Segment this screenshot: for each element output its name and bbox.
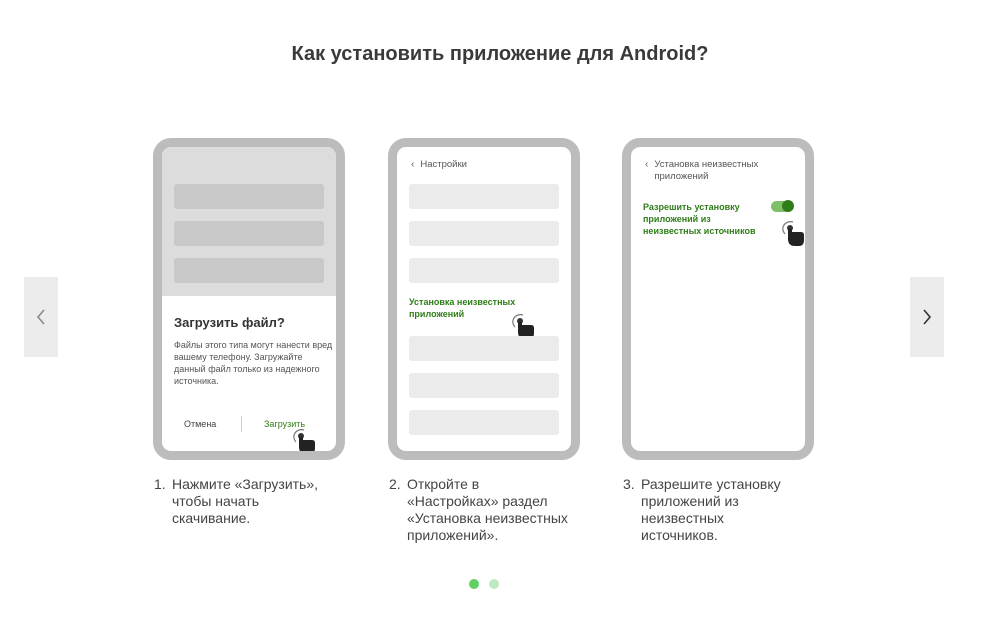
placeholder-bar [174,258,324,283]
chevron-left-icon: ‹ [411,159,415,170]
dialog-divider [241,416,242,432]
dialog-download-button[interactable]: Загрузить [264,419,306,429]
placeholder-bar [409,221,559,246]
tap-hand-icon [290,427,320,457]
carousel-next-button[interactable] [910,277,944,357]
tap-hand-icon [779,219,809,249]
pagination-dot-1[interactable] [469,579,479,589]
step-number: 2. [389,476,401,492]
step-text: Разрешите установку приложений из неизвестных источников. [641,476,781,543]
placeholder-bar [174,184,324,209]
allow-unknown-sources-toggle[interactable] [771,201,793,212]
chevron-left-icon [35,307,47,327]
placeholder-bar [409,373,559,398]
carousel-prev-button[interactable] [24,277,58,357]
unknown-apps-back-row[interactable] [645,159,779,183]
chevron-left-icon: ‹ [645,159,649,170]
page-title: Как установить приложение для Android? [291,43,709,65]
allow-unknown-sources-label: Разрешить установку приложений из неизвестных источников [643,202,756,236]
step-text: Откройте в «Настройках» раздел «Установка неизвестных приложений». [407,476,568,543]
dimmed-background [162,147,336,296]
step-3 [623,476,801,544]
phone-mockup-download [153,138,345,460]
step-1 [154,476,337,527]
placeholder-bar [409,184,559,209]
dialog-text: Файлы этого типа могут нанести вред вашему телефону. Загружайте данный файл только из надежного источника. [174,340,333,386]
step-text: Нажмите «Загрузить», чтобы начать скачивание. [172,476,319,526]
placeholder-bar [409,258,559,283]
settings-title: Настройки [420,159,467,170]
phone-mockup-unknown-sources [622,138,814,460]
dialog-title: Загрузить файл? [174,315,285,330]
unknown-apps-menu-item[interactable]: Установка неизвестных приложений [409,297,516,319]
dialog-cancel-button[interactable]: Отмена [184,419,217,429]
unknown-apps-title: Установка неизвестных приложений [654,159,759,182]
phone-mockup-settings [388,138,580,460]
step-2 [389,476,572,544]
settings-back-row[interactable] [411,159,467,171]
placeholder-bar [174,221,324,246]
placeholder-bar [409,336,559,361]
step-number: 1. [154,476,166,492]
step-number: 3. [623,476,635,492]
chevron-right-icon [921,307,933,327]
placeholder-bar [409,410,559,435]
pagination-dot-2[interactable] [489,579,499,589]
